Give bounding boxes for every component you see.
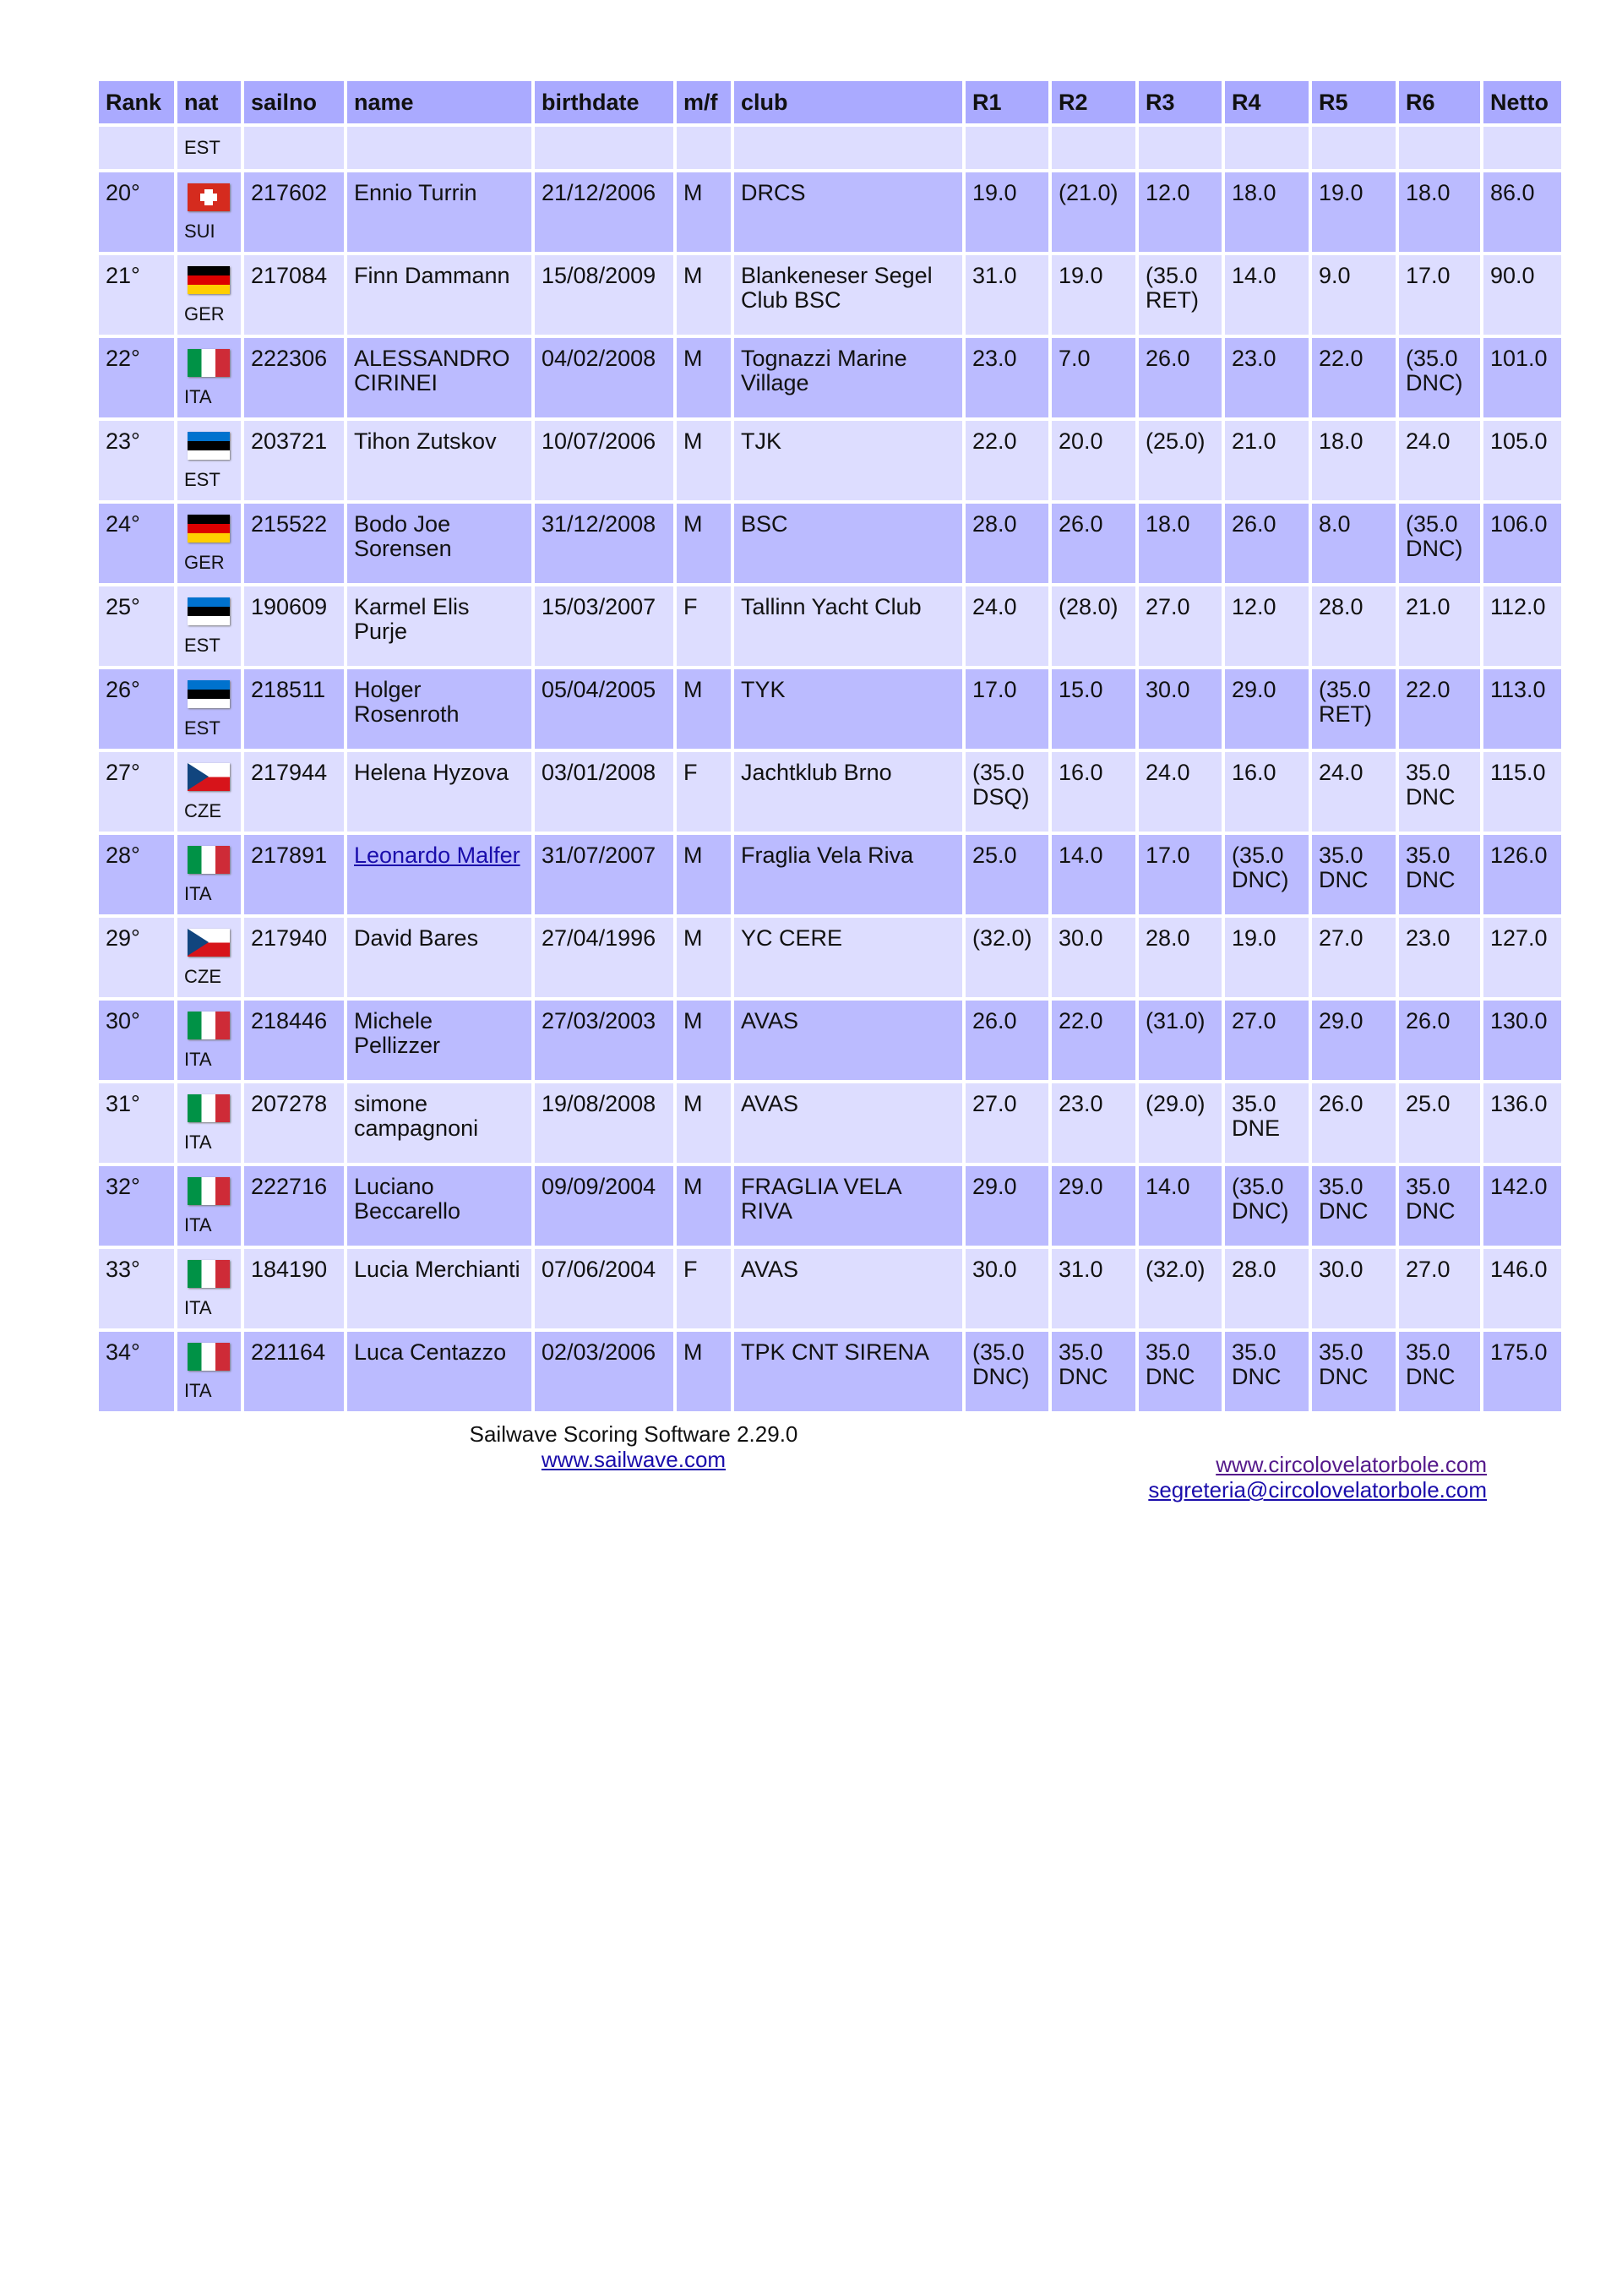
netto-cell: 142.0: [1483, 1166, 1561, 1246]
race-r4-cell: 29.0: [1225, 669, 1309, 749]
gender-cell: M: [677, 669, 731, 749]
nat-cell: [177, 1332, 241, 1411]
race-r5-cell: 35.0 DNC: [1312, 835, 1396, 914]
race-r6-cell: 23.0: [1399, 918, 1480, 997]
club-email-link[interactable]: segreteria@circolovelatorbole.com: [1148, 1477, 1487, 1502]
sailno-cell: 218446: [244, 1001, 344, 1080]
nat-cell: [177, 1166, 241, 1246]
name-cell: [347, 835, 531, 914]
column-header-r4[interactable]: R4: [1225, 81, 1309, 123]
nat-code: ITA: [184, 1049, 212, 1070]
race-r5-cell: 18.0: [1312, 421, 1396, 500]
race-r6-cell: (35.0 DNC): [1399, 338, 1480, 417]
rank-cell: 31°: [99, 1083, 174, 1163]
continued-row: [99, 127, 1561, 169]
est-flag-icon: [188, 680, 230, 708]
table-row: [99, 1249, 1561, 1328]
club-cell: TPK CNT SIRENA: [734, 1332, 962, 1411]
name-cell: David Bares: [347, 918, 531, 997]
nat-cell: [177, 504, 241, 583]
gender-cell: M: [677, 255, 731, 335]
race-r1-cell: 17.0: [966, 669, 1048, 749]
nat-code: ITA: [184, 1132, 212, 1153]
club-cell: Tognazzi Marine Village: [734, 338, 962, 417]
race-r6-cell: 17.0: [1399, 255, 1480, 335]
race-r3-cell: (32.0): [1139, 1249, 1222, 1328]
race-r2-cell: 15.0: [1052, 669, 1135, 749]
race-r1-cell: 28.0: [966, 504, 1048, 583]
race-r2-cell: 29.0: [1052, 1166, 1135, 1246]
race-r2-cell: (21.0): [1052, 172, 1135, 252]
table-row: [99, 255, 1561, 335]
race-r2-cell: (28.0): [1052, 586, 1135, 666]
table-row: [99, 172, 1561, 252]
gender-cell: F: [677, 586, 731, 666]
rank-cell: 28°: [99, 835, 174, 914]
sailno-cell: 184190: [244, 1249, 344, 1328]
club-contacts: [1148, 1452, 1487, 1502]
rank-cell: 26°: [99, 669, 174, 749]
nat-cell: [177, 1083, 241, 1163]
nat-code: CZE: [184, 800, 221, 821]
race-r5-cell: 8.0: [1312, 504, 1396, 583]
nat-code: ITA: [184, 883, 212, 904]
race-r4-cell: 35.0 DNC: [1225, 1332, 1309, 1411]
netto-cell: 112.0: [1483, 586, 1561, 666]
race-r2-cell: 30.0: [1052, 918, 1135, 997]
club-cell: YC CERE: [734, 918, 962, 997]
race-r5-cell: 22.0: [1312, 338, 1396, 417]
name-cell: Luca Centazzo: [347, 1332, 531, 1411]
race-r3-cell: 35.0 DNC: [1139, 1332, 1222, 1411]
race-r1-cell: 29.0: [966, 1166, 1048, 1246]
rank-cell: 27°: [99, 752, 174, 832]
results-table: [95, 78, 1565, 1415]
sailno-cell: 215522: [244, 504, 344, 583]
birthdate-cell: 04/02/2008: [535, 338, 673, 417]
table-row: [99, 752, 1561, 832]
nat-code: GER: [184, 303, 225, 324]
race-r2-cell: 35.0 DNC: [1052, 1332, 1135, 1411]
race-r6-cell: 22.0: [1399, 669, 1480, 749]
birthdate-cell: 05/04/2005: [535, 669, 673, 749]
netto-cell: 127.0: [1483, 918, 1561, 997]
nat-code: CZE: [184, 966, 221, 987]
software-credit: [456, 1421, 811, 1472]
birthdate-cell: 31/12/2008: [535, 504, 673, 583]
name-cell: ALESSANDRO CIRINEI: [347, 338, 531, 417]
ita-flag-icon: [188, 1260, 230, 1288]
birthdate-cell: 27/03/2003: [535, 1001, 673, 1080]
netto-cell: 175.0: [1483, 1332, 1561, 1411]
race-r3-cell: 18.0: [1139, 504, 1222, 583]
gender-cell: M: [677, 918, 731, 997]
nat-cell: [177, 586, 241, 666]
name-cell: simone campagnoni: [347, 1083, 531, 1163]
netto-cell: 90.0: [1483, 255, 1561, 335]
nat-cell: [177, 918, 241, 997]
race-r4-cell: 26.0: [1225, 504, 1309, 583]
race-r5-cell: 35.0 DNC: [1312, 1332, 1396, 1411]
birthdate-cell: 07/06/2004: [535, 1249, 673, 1328]
birthdate-cell: 27/04/1996: [535, 918, 673, 997]
race-r5-cell: 27.0: [1312, 918, 1396, 997]
sailno-cell: 207278: [244, 1083, 344, 1163]
sailno-cell: 190609: [244, 586, 344, 666]
race-r6-cell: 35.0 DNC: [1399, 835, 1480, 914]
club-cell: FRAGLIA VELA RIVA: [734, 1166, 962, 1246]
birthdate-cell: 09/09/2004: [535, 1166, 673, 1246]
name-cell: Tihon Zutskov: [347, 421, 531, 500]
race-r4-cell: 27.0: [1225, 1001, 1309, 1080]
birthdate-cell: 03/01/2008: [535, 752, 673, 832]
club-cell: Blankeneser Segel Club BSC: [734, 255, 962, 335]
race-r5-cell: 9.0: [1312, 255, 1396, 335]
race-r4-cell: 18.0: [1225, 172, 1309, 252]
birthdate-cell: 31/07/2007: [535, 835, 673, 914]
sailno-cell: 217602: [244, 172, 344, 252]
column-header-sailno[interactable]: sailno: [244, 81, 344, 123]
gender-cell: M: [677, 1083, 731, 1163]
race-r3-cell: 26.0: [1139, 338, 1222, 417]
table-row: [99, 1332, 1561, 1411]
gender-cell: M: [677, 172, 731, 252]
table-row: [99, 918, 1561, 997]
sailno-cell: 217944: [244, 752, 344, 832]
column-header-r6[interactable]: R6: [1399, 81, 1480, 123]
sailor-link[interactable]: Leonardo Malfer: [354, 843, 520, 868]
race-r1-cell: 27.0: [966, 1083, 1048, 1163]
nat-code: SUI: [184, 221, 215, 242]
sailno-cell: 217084: [244, 255, 344, 335]
race-r3-cell: 14.0: [1139, 1166, 1222, 1246]
name-cell: Michele Pellizzer: [347, 1001, 531, 1080]
nat-code: ITA: [184, 1214, 212, 1235]
club-cell: Jachtklub Brno: [734, 752, 962, 832]
race-r2-cell: 19.0: [1052, 255, 1135, 335]
race-r4-cell: 23.0: [1225, 338, 1309, 417]
netto-cell: 126.0: [1483, 835, 1561, 914]
est-flag-icon: [188, 597, 230, 625]
column-header-nat[interactable]: nat: [177, 81, 241, 123]
race-r6-cell: 35.0 DNC: [1399, 1166, 1480, 1246]
netto-cell: 101.0: [1483, 338, 1561, 417]
header-row: [99, 81, 1561, 123]
gender-cell: F: [677, 1249, 731, 1328]
gender-cell: F: [677, 752, 731, 832]
ita-flag-icon: [188, 1177, 230, 1205]
cze-flag-icon: [188, 929, 230, 957]
race-r3-cell: 17.0: [1139, 835, 1222, 914]
gender-cell: M: [677, 504, 731, 583]
ita-flag-icon: [188, 1343, 230, 1371]
gender-cell: M: [677, 338, 731, 417]
race-r5-cell: 28.0: [1312, 586, 1396, 666]
column-header-birthdate[interactable]: birthdate: [535, 81, 673, 123]
name-cell: Lucia Merchianti: [347, 1249, 531, 1328]
sailno-cell: 221164: [244, 1332, 344, 1411]
race-r5-cell: 35.0 DNC: [1312, 1166, 1396, 1246]
rank-cell: 29°: [99, 918, 174, 997]
race-r2-cell: 7.0: [1052, 338, 1135, 417]
race-r2-cell: 26.0: [1052, 504, 1135, 583]
race-r3-cell: (35.0 RET): [1139, 255, 1222, 335]
rank-cell: 33°: [99, 1249, 174, 1328]
name-cell: Holger Rosenroth: [347, 669, 531, 749]
race-r6-cell: 35.0 DNC: [1399, 1332, 1480, 1411]
birthdate-cell: 15/08/2009: [535, 255, 673, 335]
race-r3-cell: 30.0: [1139, 669, 1222, 749]
est-flag-icon: [188, 432, 230, 460]
nat-code: ITA: [184, 1297, 212, 1318]
nat-code: EST: [184, 635, 220, 656]
nat-cell: [177, 1249, 241, 1328]
race-r4-cell: (35.0 DNC): [1225, 1166, 1309, 1246]
sailno-cell: 217891: [244, 835, 344, 914]
race-r4-cell: 14.0: [1225, 255, 1309, 335]
nat-cell: [177, 172, 241, 252]
nat-code: ITA: [184, 1380, 212, 1401]
race-r1-cell: 24.0: [966, 586, 1048, 666]
club-cell: DRCS: [734, 172, 962, 252]
race-r6-cell: 21.0: [1399, 586, 1480, 666]
race-r1-cell: 30.0: [966, 1249, 1048, 1328]
rank-cell: 30°: [99, 1001, 174, 1080]
name-cell: Finn Dammann: [347, 255, 531, 335]
netto-cell: 86.0: [1483, 172, 1561, 252]
netto-cell: 113.0: [1483, 669, 1561, 749]
race-r5-cell: 19.0: [1312, 172, 1396, 252]
race-r4-cell: (35.0 DNC): [1225, 835, 1309, 914]
club-cell: Fraglia Vela Riva: [734, 835, 962, 914]
nat-code: ITA: [184, 386, 212, 407]
race-r4-cell: 21.0: [1225, 421, 1309, 500]
netto-cell: 130.0: [1483, 1001, 1561, 1080]
race-r1-cell: 31.0: [966, 255, 1048, 335]
ita-flag-icon: [188, 1094, 230, 1122]
club-cell: TJK: [734, 421, 962, 500]
club-cell: BSC: [734, 504, 962, 583]
gender-cell: M: [677, 1332, 731, 1411]
race-r3-cell: (31.0): [1139, 1001, 1222, 1080]
rank-cell: 22°: [99, 338, 174, 417]
race-r1-cell: 19.0: [966, 172, 1048, 252]
rank-cell: 24°: [99, 504, 174, 583]
birthdate-cell: 21/12/2006: [535, 172, 673, 252]
name-cell: Helena Hyzova: [347, 752, 531, 832]
race-r1-cell: 25.0: [966, 835, 1048, 914]
ita-flag-icon: [188, 1012, 230, 1039]
column-header-netto[interactable]: Netto: [1483, 81, 1561, 123]
club-cell: AVAS: [734, 1083, 962, 1163]
race-r2-cell: 20.0: [1052, 421, 1135, 500]
column-header-name[interactable]: name: [347, 81, 531, 123]
race-r6-cell: 26.0: [1399, 1001, 1480, 1080]
netto-cell: 136.0: [1483, 1083, 1561, 1163]
gender-cell: M: [677, 1166, 731, 1246]
nat-cell: [177, 1001, 241, 1080]
race-r2-cell: 31.0: [1052, 1249, 1135, 1328]
table-row: [99, 669, 1561, 749]
gender-cell: M: [677, 835, 731, 914]
race-r3-cell: 27.0: [1139, 586, 1222, 666]
rank-cell: 32°: [99, 1166, 174, 1246]
race-r5-cell: 26.0: [1312, 1083, 1396, 1163]
race-r2-cell: 16.0: [1052, 752, 1135, 832]
sailno-cell: 222716: [244, 1166, 344, 1246]
sailno-cell: 203721: [244, 421, 344, 500]
race-r1-cell: (35.0 DNC): [966, 1332, 1048, 1411]
column-header-r2[interactable]: R2: [1052, 81, 1135, 123]
nat-cell: [177, 338, 241, 417]
ita-flag-icon: [188, 846, 230, 874]
column-header-r3[interactable]: R3: [1139, 81, 1222, 123]
name-cell: Ennio Turrin: [347, 172, 531, 252]
table-row: [99, 338, 1561, 417]
birthdate-cell: 15/03/2007: [535, 586, 673, 666]
birthdate-cell: 02/03/2006: [535, 1332, 673, 1411]
rank-cell: 34°: [99, 1332, 174, 1411]
column-header-r1[interactable]: R1: [966, 81, 1048, 123]
birthdate-cell: 10/07/2006: [535, 421, 673, 500]
cze-flag-icon: [188, 763, 230, 791]
race-r5-cell: 29.0: [1312, 1001, 1396, 1080]
column-header-r5[interactable]: R5: [1312, 81, 1396, 123]
netto-cell: 106.0: [1483, 504, 1561, 583]
rank-cell: 21°: [99, 255, 174, 335]
race-r6-cell: 27.0: [1399, 1249, 1480, 1328]
sailwave-link[interactable]: www.sailwave.com: [541, 1447, 727, 1472]
nat-cell: [177, 752, 241, 832]
nat-code: EST: [184, 469, 220, 490]
race-r3-cell: (29.0): [1139, 1083, 1222, 1163]
race-r1-cell: 23.0: [966, 338, 1048, 417]
race-r1-cell: (35.0 DSQ): [966, 752, 1048, 832]
netto-cell: 105.0: [1483, 421, 1561, 500]
race-r3-cell: 24.0: [1139, 752, 1222, 832]
table-row: [99, 1166, 1561, 1246]
birthdate-cell: 19/08/2008: [535, 1083, 673, 1163]
ger-flag-icon: [188, 515, 230, 543]
club-cell: Tallinn Yacht Club: [734, 586, 962, 666]
name-cell: Karmel Elis Purje: [347, 586, 531, 666]
table-row: [99, 421, 1561, 500]
race-r5-cell: 24.0: [1312, 752, 1396, 832]
ger-flag-icon: [188, 266, 230, 294]
race-r6-cell: (35.0 DNC): [1399, 504, 1480, 583]
race-r5-cell: 30.0: [1312, 1249, 1396, 1328]
race-r4-cell: 12.0: [1225, 586, 1309, 666]
table-row: [99, 1083, 1561, 1163]
rank-cell: 23°: [99, 421, 174, 500]
club-cell: AVAS: [734, 1249, 962, 1328]
nat-code: EST: [177, 127, 241, 169]
netto-cell: 115.0: [1483, 752, 1561, 832]
gender-cell: M: [677, 1001, 731, 1080]
table-row: [99, 504, 1561, 583]
name-cell: Luciano Beccarello: [347, 1166, 531, 1246]
nat-code: GER: [184, 552, 225, 573]
gender-cell: M: [677, 421, 731, 500]
column-header-rank[interactable]: Rank: [99, 81, 174, 123]
sailno-cell: 217940: [244, 918, 344, 997]
club-cell: AVAS: [734, 1001, 962, 1080]
race-r2-cell: 23.0: [1052, 1083, 1135, 1163]
club-website-link[interactable]: www.circolovelatorbole.com: [1216, 1452, 1487, 1477]
column-header-club[interactable]: club: [734, 81, 962, 123]
table-row: [99, 1001, 1561, 1080]
race-r4-cell: 35.0 DNE: [1225, 1083, 1309, 1163]
rank-cell: 25°: [99, 586, 174, 666]
race-r5-cell: (35.0 RET): [1312, 669, 1396, 749]
race-r2-cell: 22.0: [1052, 1001, 1135, 1080]
sui-flag-icon: [188, 183, 230, 211]
race-r1-cell: 26.0: [966, 1001, 1048, 1080]
name-cell: Bodo Joe Sorensen: [347, 504, 531, 583]
race-r2-cell: 14.0: [1052, 835, 1135, 914]
rank-cell: 20°: [99, 172, 174, 252]
table-row: [99, 586, 1561, 666]
nat-cell: [177, 421, 241, 500]
race-r1-cell: 22.0: [966, 421, 1048, 500]
race-r6-cell: 25.0: [1399, 1083, 1480, 1163]
column-header-mf[interactable]: m/f: [677, 81, 731, 123]
race-r4-cell: 16.0: [1225, 752, 1309, 832]
race-r6-cell: 35.0 DNC: [1399, 752, 1480, 832]
software-name: Sailwave Scoring Software 2.29.0: [469, 1421, 798, 1447]
race-r6-cell: 18.0: [1399, 172, 1480, 252]
nat-cell: [177, 669, 241, 749]
nat-code: EST: [184, 717, 220, 739]
race-r4-cell: 19.0: [1225, 918, 1309, 997]
sailno-cell: 218511: [244, 669, 344, 749]
table-row: [99, 835, 1561, 914]
netto-cell: 146.0: [1483, 1249, 1561, 1328]
nat-cell: [177, 835, 241, 914]
ita-flag-icon: [188, 349, 230, 377]
race-r6-cell: 24.0: [1399, 421, 1480, 500]
race-r4-cell: 28.0: [1225, 1249, 1309, 1328]
race-r3-cell: 28.0: [1139, 918, 1222, 997]
race-r3-cell: 12.0: [1139, 172, 1222, 252]
nat-cell: [177, 255, 241, 335]
race-r1-cell: (32.0): [966, 918, 1048, 997]
club-cell: TYK: [734, 669, 962, 749]
sailno-cell: 222306: [244, 338, 344, 417]
race-r3-cell: (25.0): [1139, 421, 1222, 500]
